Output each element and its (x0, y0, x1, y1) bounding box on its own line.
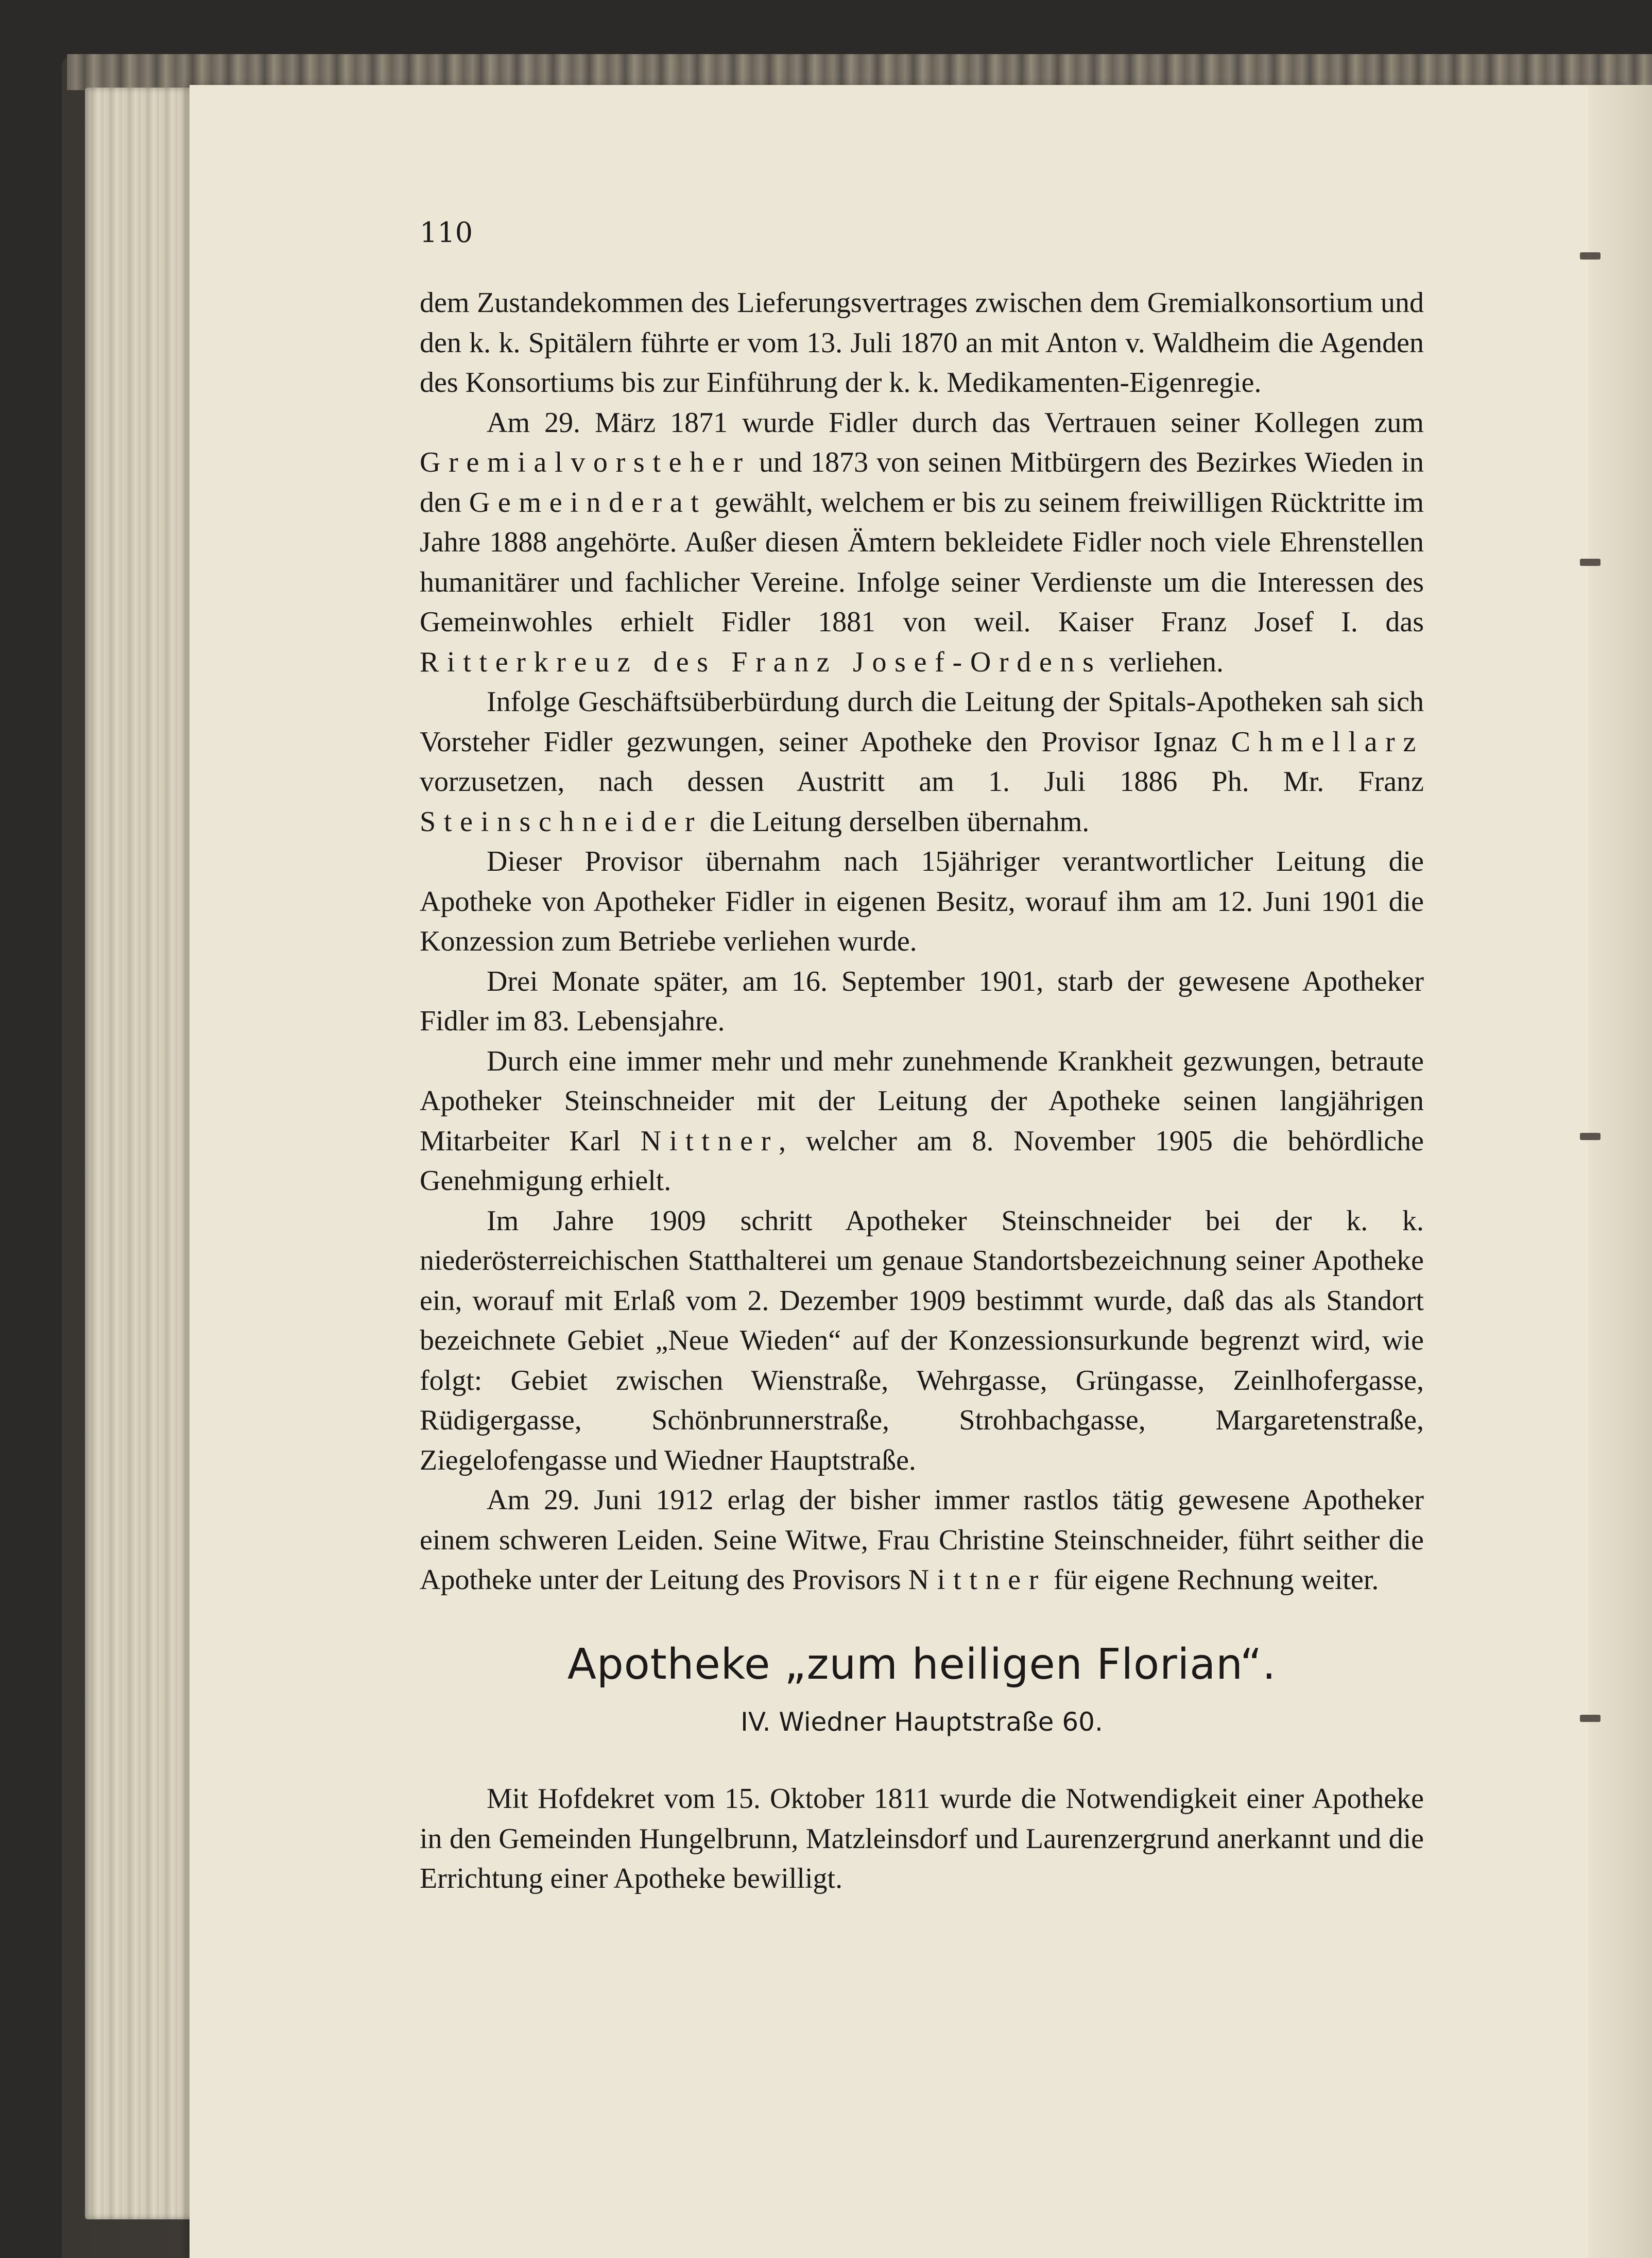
spaced-text: Steinschneider (420, 805, 703, 838)
paragraph (420, 403, 1424, 683)
text-run: Am 29. Juni 1912 erlag der bisher immer rastlos tätig gewesene Apotheker einem schweren Leiden. Seine Witwe, Frau Christine Steinschneider, führt seither die Apotheke unter der Leitung des Provisors (420, 1484, 1424, 1596)
page-right-edge (1589, 85, 1652, 2258)
paragraph (420, 283, 1424, 403)
binding-tab (1580, 559, 1601, 566)
page-edges (85, 88, 198, 2219)
paragraph (420, 1201, 1424, 1481)
page-number: 110 (420, 216, 473, 249)
binding-tab (1580, 1715, 1601, 1722)
spaced-text: Chmellarz (1231, 726, 1424, 758)
section-paragraph: Mit Hofdekret vom 15. Oktober 1811 wurde die Notwendigkeit einer Apotheke in den Gemeinden Hungelbrunn, Matzleinsdorf und Laurenzergrund anerkannt und die Errichtung einer Apotheke bewilligt. (420, 1783, 1424, 1894)
spaced-text: Nittner (908, 1564, 1047, 1596)
text-run: Drei Monate später, am 16. September 1901, starb der gewesene Apotheker Fidler im 83. Lebensjahre. (420, 965, 1424, 1037)
section-body-text (420, 1779, 1424, 1899)
text-run: Im Jahre 1909 schritt Apotheker Steinschneider bei der k. k. niederösterreichischen Statthalterei um genaue Standortsbezeichnung seiner Apotheke ein, worauf mit Erlaß vom 2. Dezember 1909 bestimmt wurde, daß das als Standort bezeichnete Gebiet „Neue Wieden“ auf der Konzessionsurkunde begrenzt wird, wie folgt: Gebiet zwischen Wienstraße, Wehrgasse, Grüngasse, Zeinlhofergasse, Rüdigergasse, Schönbrunnerstraße, Strohbachgasse, Margaretenstraße, Ziegelofengasse und Wiedner Hauptstraße. (420, 1204, 1424, 1476)
text-run: vorzusetzen, nach dessen Austritt am 1. Juli 1886 Ph. Mr. Franz (420, 766, 1424, 798)
section-address: IV. Wiedner Hauptstraße 60. (741, 1707, 1103, 1737)
text-run: verliehen. (1102, 646, 1224, 678)
text-run: Dieser Provisor übernahm nach 15jähriger verantwortlicher Leitung die Apotheke von Apotheker Fidler in eigenen Besitz, worauf ihm am 12. Juni 1901 die Konzession zum Betriebe verliehen wurde. (420, 846, 1424, 957)
binding-tab (1580, 252, 1601, 260)
text-run: Infolge Geschäftsüberbürdung durch die Leitung der Spitals-Apotheken sah sich Vorsteher Fidler gezwungen, seiner Apotheke den Provisor Ignaz (420, 686, 1424, 758)
paragraph (420, 962, 1424, 1042)
paragraph (420, 1042, 1424, 1201)
paragraph (420, 1480, 1424, 1600)
text-run: gewählt, welchem er bis zu seinem freiwilligen Rücktritte im Jahre 1888 angehörte. Außer diesen Ämtern bekleidete Fidler noch viele Ehrenstellen humanitärer und fachlicher Vereine. Infolge seiner Verdienste um die Interessen des Gemeinwohles erhielt Fidler 1881 von weil. Kaiser Franz Josef I. das (420, 486, 1424, 638)
text-run: Am 29. März 1871 wurde Fidler durch das Vertrauen seiner Kollegen zum (487, 406, 1424, 439)
text-run: und 1873 von seinen Mitbürgern des Bezirkes Wieden in den (420, 446, 1424, 519)
paragraph (420, 682, 1424, 842)
section-heading: Apotheke „zum heiligen Florian“. (567, 1640, 1277, 1689)
text-run: dem Zustandekommen des Lieferungsvertrages zwischen dem Gremialkonsortium und den k. k. Spitälern führte er vom 13. Juli 1870 an mit Anton v. Waldheim die Agenden des Konsortiums bis zur Einführung der k. k. Medikamenten-Eigenregie. (420, 287, 1424, 399)
text-run: für eigene Rechnung weiter. (1046, 1564, 1379, 1596)
paragraph (420, 842, 1424, 962)
spaced-text: Nittner (640, 1125, 779, 1157)
text-run: , welcher am 8. November 1905 die behördliche Genehmigung erhielt. (420, 1125, 1424, 1197)
spaced-text: Gremialvorsteher (420, 446, 751, 478)
text-run: Durch eine immer mehr und mehr zunehmende Krankheit gezwungen, betraute Apotheker Steinschneider mit der Leitung der Apotheke seinen langjährigen Mitarbeiter Karl (420, 1045, 1424, 1157)
body-text (420, 283, 1424, 1600)
binding-tab (1580, 1133, 1601, 1140)
spaced-text: Gemeinderat (469, 486, 707, 519)
spaced-text: Ritterkreuz des Franz Josef-Ordens (420, 646, 1102, 678)
text-run: die Leitung derselben übernahm. (702, 805, 1090, 838)
